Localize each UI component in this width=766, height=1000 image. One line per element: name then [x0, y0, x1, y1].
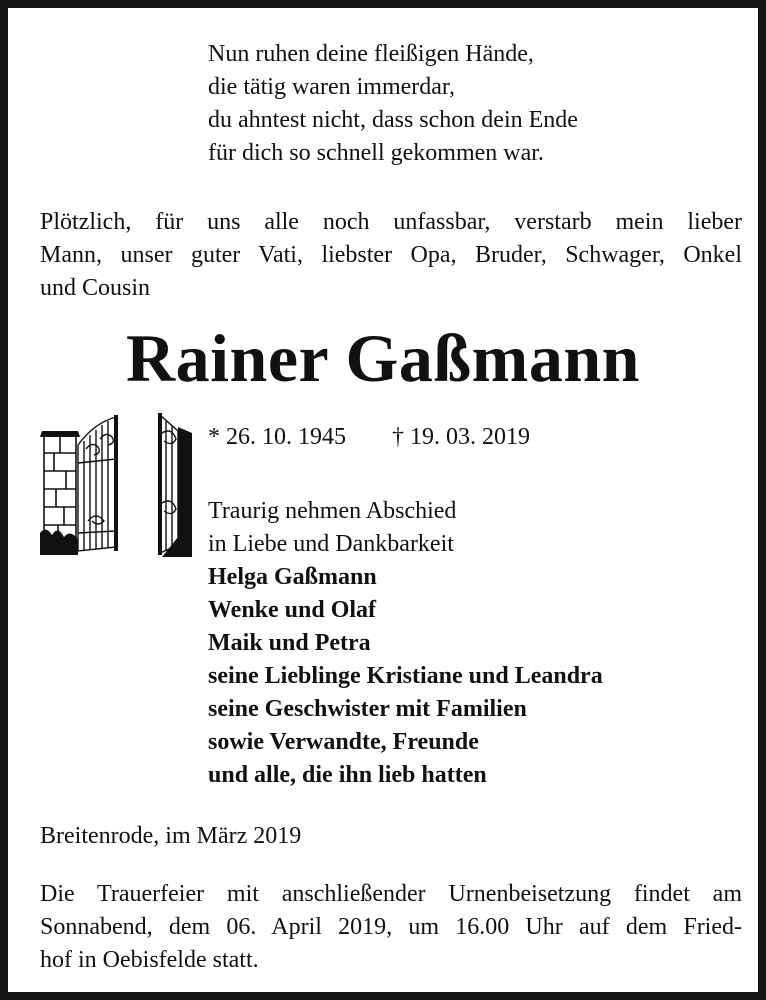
- gate-wing-left: [78, 417, 116, 551]
- poem-line: Nun ruhen deine fleißigen Hände,: [208, 41, 534, 67]
- death-announcement: [40, 206, 742, 305]
- announcement-line: Mann, unser guter Vati, liebster Opa, Bruder, Schwager, Onkel: [40, 242, 742, 268]
- life-dates: [208, 421, 530, 454]
- deceased-name: Rainer Gaßmann: [126, 320, 640, 396]
- announcement-line: und Cousin: [40, 275, 151, 301]
- mourning-intro-line: in Liebe und Dankbarkeit: [208, 531, 454, 557]
- mourning-intro-line: Traurig nehmen Abschied: [208, 498, 457, 524]
- mourner-name: Maik und Petra: [208, 630, 371, 656]
- open-gate-illustration: [38, 413, 194, 559]
- funeral-information: [40, 878, 742, 977]
- mourner-name: und alle, die ihn lieb hatten: [208, 762, 487, 788]
- poem-line: für dich so schnell gekommen war.: [208, 140, 544, 166]
- mourner-name: seine Lieblinge Kristiane und Leandra: [208, 663, 603, 689]
- poem-line: du ahntest nicht, dass schon dein Ende: [208, 107, 578, 133]
- mourner-name: seine Geschwister mit Familien: [208, 696, 527, 722]
- mourner-name: sowie Verwandte, Freunde: [208, 729, 479, 755]
- poem-line: die tätig waren immerdar,: [208, 74, 455, 100]
- place-and-date: Breitenrode, im März 2019: [40, 823, 302, 849]
- funeral-line: hof in Oebisfelde statt.: [40, 947, 259, 973]
- mourner-name: Helga Gaßmann: [208, 564, 377, 590]
- mourner-name: Wenke und Olaf: [208, 597, 377, 623]
- funeral-line: Sonnabend, dem 06. April 2019, um 16.00 Uhr auf dem Fried-: [40, 914, 742, 940]
- memorial-poem: [208, 38, 578, 170]
- announcement-line: Plötzlich, für uns alle noch unfassbar, verstarb mein lieber: [40, 209, 742, 235]
- mourners-block: [208, 495, 603, 792]
- gate-wing-right: [160, 415, 178, 553]
- birth-date: * 26. 10. 1945: [208, 424, 346, 450]
- death-date: † 19. 03. 2019: [392, 424, 530, 450]
- funeral-line: Die Trauerfeier mit anschließender Urnenbeisetzung findet am: [40, 881, 742, 907]
